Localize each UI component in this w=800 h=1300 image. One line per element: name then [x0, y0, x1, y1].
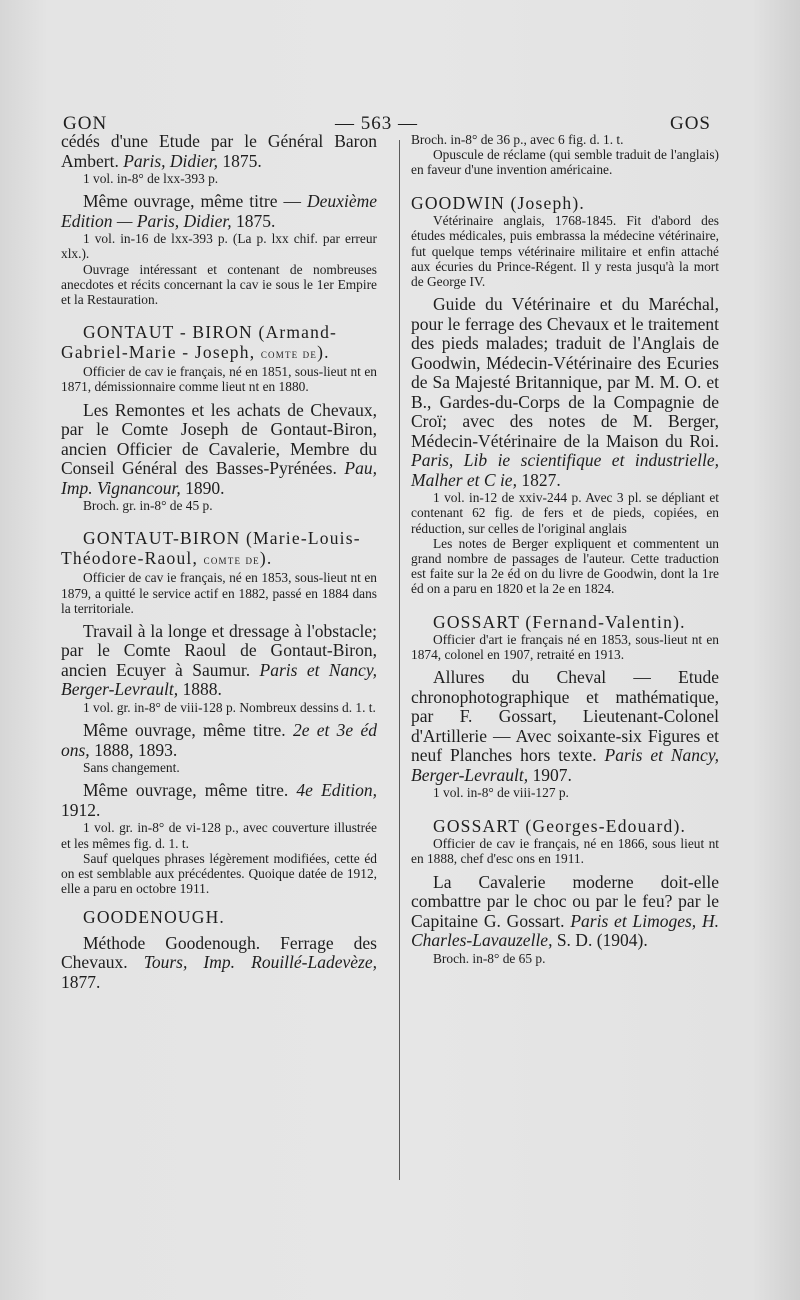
entry-description: Broch. gr. in-8° de 45 p. [83, 498, 213, 514]
author-bio: Officier d'art ie français né en 1853, sous-lieut nt en 1874, colonel en 1907, retraité en 1913. [411, 632, 719, 663]
entry-description: 1 vol. gr. in-8° de vi-128 p., avec couverture illustrée et les mêmes fig. d. 1. t. [61, 820, 377, 851]
header-left: GON [63, 113, 108, 134]
entry-travail [61, 622, 377, 700]
entry-publisher: Paris et Nancy, Berger-Levrault, [61, 659, 377, 700]
entry-note: Opuscule de réclame (qui semble traduit de l'anglais) en faveur d'une invention américaine. [411, 147, 719, 178]
entry-text: Même ouvrage, même titre. [83, 780, 297, 801]
entry-year: 1888. [178, 679, 222, 700]
entry-text: Même ouvrage, même titre. [83, 720, 293, 741]
entry-year: 1875. [218, 150, 262, 171]
entry-remontes [61, 401, 377, 499]
spacer [411, 178, 719, 188]
entry-description: 1 vol. in-8° de viii-127 p. [433, 785, 569, 801]
entry-year: 1877. [61, 971, 101, 992]
column-divider [399, 140, 400, 1180]
author-heading-gontaut-marie [61, 529, 377, 570]
entry-publisher: Paris, Didier, [123, 150, 219, 171]
entry-edition: 2e et 3e éd ons, [61, 720, 377, 760]
entry-ambert-continued [61, 132, 377, 171]
entry-guide [411, 295, 719, 490]
entry-text: Travail à la longe et dressage à l'obstacle; par le Comte Raoul de Gontaut-Biron, ancien Ecuyer à Saumur. [61, 620, 377, 680]
entry-text: Méthode Goodenough. Ferrage des Chevaux. [61, 932, 377, 973]
entry-publisher: Pau, Imp. Vignancour, [61, 458, 377, 498]
entry-publisher: Tours, Imp. Rouillé-Ladevèze, [143, 952, 377, 973]
header-right: GOS [669, 113, 711, 134]
entry-text: Allures du Cheval — Etude chronophotographique et mathématique, par F. Gossart, Lieutenant-Colonel d'Artillerie — Avec soixante-six Figures et neuf Planches hors texte. [411, 667, 719, 766]
author-bio: Officier de cav ie français, né en 1866, sous lieut nt en 1888, chef d'esc ons en 1911. [411, 836, 719, 867]
entry-note: Les notes de Berger expliquent et commentent un grand nombre de passages de l'auteur. Cette traduction est faite sur la 2e éd on du livre de Goodwin, dont la 1re éd on a paru en 1820 et la 2e en 1824. [411, 535, 719, 597]
author-name: GONTAUT - BIRON (Armand-Gabriel-Marie - Joseph, [61, 322, 338, 362]
entry-year: 1888, 1893. [89, 739, 178, 760]
entry-edition: 4e Edition, [296, 780, 378, 801]
spacer [61, 896, 377, 902]
entry-description: 1 vol. in-16 de lxx-393 p. (La p. lxx chif. par erreur xlx.). [61, 231, 377, 262]
author-heading-gossart-fernand: GOSSART (Fernand-Valentin). [433, 611, 686, 632]
entry-year: 1890. [180, 477, 225, 498]
entry-year: S. D. (1904). [552, 930, 648, 951]
entry-text: Les Remontes et les achats de Chevaux, par le Comte Joseph de Gontaut-Biron, ancien Officier de Cavalerie, Membre du Conseil Général des Basses-Pyrénées. [61, 399, 377, 479]
author-close: ). [317, 341, 330, 362]
right-column [411, 132, 719, 966]
spacer [61, 307, 377, 317]
entry-allures [411, 668, 719, 785]
entry-publisher: Deuxième Edition — Paris, Didier, [61, 191, 377, 231]
author-bio: Officier de cav ie français, né en 1851, sous-lieut nt en 1871, démissionnaire comme lieut nt en 1880. [61, 364, 377, 395]
entry-cavalerie [411, 873, 719, 951]
entry-year: 1827. [516, 469, 561, 490]
entry-description: 1 vol. in-8° de lxx-393 p. [83, 171, 219, 186]
entry-goodenough [61, 934, 377, 993]
entry-year: 1875. [231, 210, 276, 231]
spacer [411, 801, 719, 811]
entry-year: 1912. [61, 799, 101, 820]
entry-publisher: Paris et Limoges, H. Charles-Lavauzelle, [411, 910, 719, 951]
spacer [61, 513, 377, 523]
author-rank: comte de [260, 346, 318, 361]
entry-description: 1 vol. in-12 de xxiv-244 p. Avec 3 pl. se dépliant et contenant 62 fig. de fers et de pieds, copiées, en réduction, sur celles de l'original anglais [411, 490, 719, 536]
author-heading-gontaut-armand [61, 323, 377, 364]
entry-year: 1907. [528, 764, 572, 785]
author-heading-goodwin: GOODWIN (Joseph). [411, 192, 585, 213]
author-name: GONTAUT-BIRON (Marie-Louis-Théodore-Raoul, [61, 528, 361, 568]
entry-publisher: Paris et Nancy, Berger-Levrault, [411, 745, 720, 785]
author-rank: comte de [203, 552, 260, 567]
author-bio: Officier de cav ie français, né en 1853, sous-lieut nt en 1879, a quitté le service actif en 1882, passé en 1884 dans la territoriale. [61, 570, 377, 616]
entry-description: Sans changement. [83, 760, 180, 776]
entry-description: 1 vol. gr. in-8° de viii-128 p. Nombreux dessins d. 1. t. [83, 699, 376, 715]
page-number: — 563 — [335, 113, 418, 134]
entry-travail-2 [61, 721, 377, 760]
author-heading-gossart-georges: GOSSART (Georges-Edouard). [433, 815, 687, 836]
entry-description: Broch. in-8° de 36 p., avec 6 fig. d. 1. t. [411, 132, 624, 147]
entry-text: cédés d'une Etude par le Général Baron Ambert. [61, 131, 377, 171]
entry-note: Sauf quelques phrases légèrement modifiées, cette éd on est semblable aux précédentes. Quoique datée de 1912, elle a paru en octobre 1911. [61, 850, 377, 897]
entry-note: Ouvrage intéressant et contenant de nombreuses anecdotes et récits concernant la cav ie sous le 1er Empire et la Restauration. [61, 261, 377, 308]
entry-publisher: Paris, Lib ie scientifique et industrielle, Malher et C ie, [411, 450, 719, 490]
left-column [61, 132, 377, 992]
entry-text: Même ouvrage, même titre — [83, 191, 308, 212]
entry-text: Guide du Vétérinaire et du Maréchal, pour le ferrage des Chevaux et le traitement des pieds malades; traduit de l'Anglais de Goodwin, Médecin-Vétérinaire des Ecuries de Sa Majesté Britannique, par M. M. O. et B., Gardes-du-Corps de la Compagnie de Croï; avec des notes de M. Berger, Médecin-Vétérinaire de la Maison du Roi. [411, 294, 719, 451]
spacer [411, 597, 719, 607]
entry-description: Broch. in-8° de 65 p. [433, 950, 546, 966]
entry-text: La Cavalerie moderne doit-elle combattre par le choc ou par le feu? par le Capitaine G. Gossart. [411, 871, 719, 931]
author-heading-goodenough: GOODENOUGH. [83, 907, 226, 928]
entry-travail-3 [61, 781, 377, 820]
author-close: ). [259, 547, 273, 568]
entry-same-title [61, 192, 377, 231]
author-bio: Vétérinaire anglais, 1768-1845. Fit d'abord des études médicales, puis embrassa la médecine vétérinaire, fut quelque temps vétérinaire militaire et enfin attaché aux écuries du Prince-Régent. Il y resta jusqu'à la mort de George IV. [411, 213, 719, 289]
